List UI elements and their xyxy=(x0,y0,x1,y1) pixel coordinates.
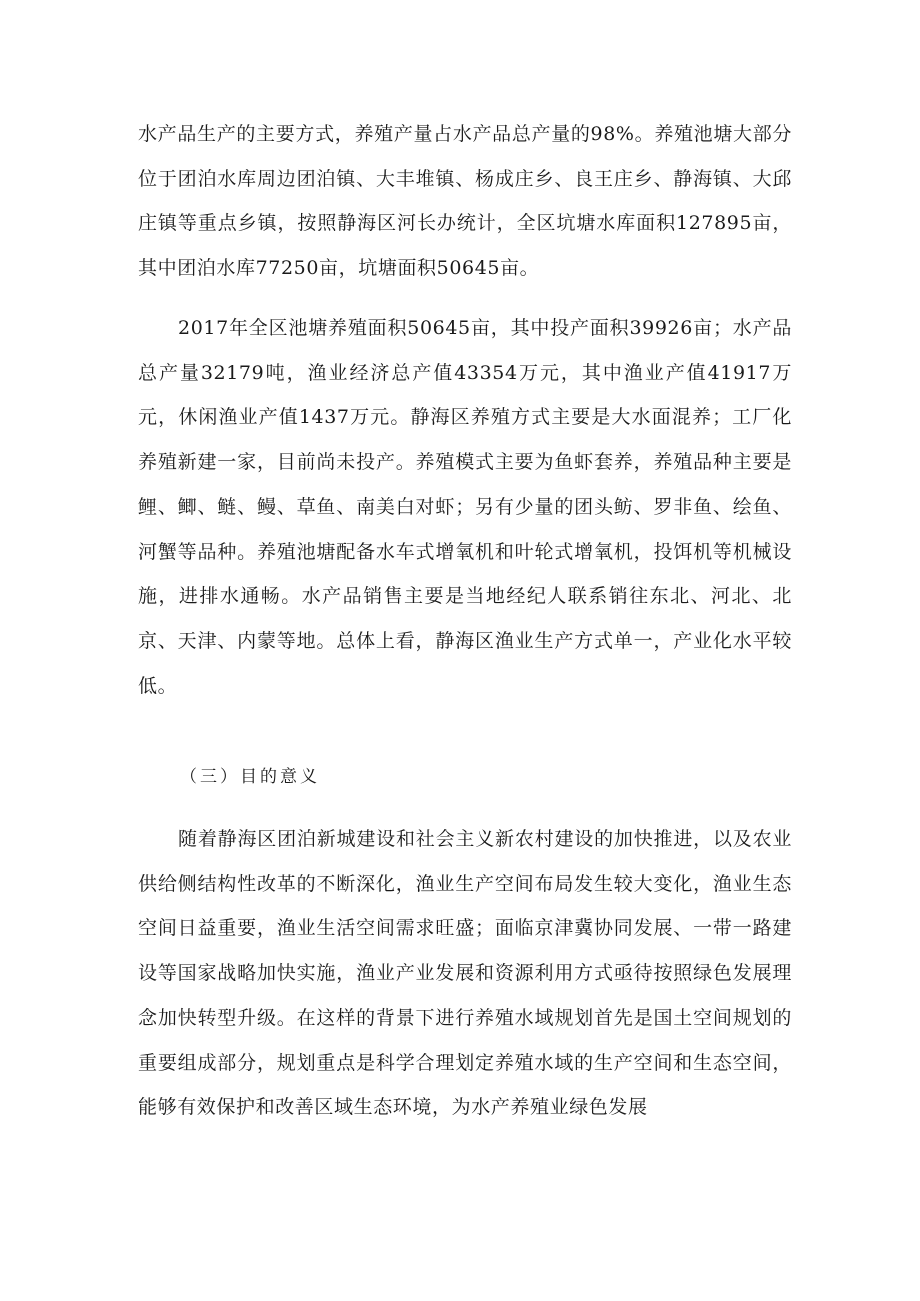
body-paragraph-continued: 水产品生产的主要方式，养殖产量占水产品总产量的98%。养殖池塘大部分位于团泊水库周边团泊镇、大丰堆镇、杨成庄乡、良王庄乡、静海镇、大邱庄镇等重点乡镇，按照静海区河长办统计，全区坑塘水库面积127895亩，其中团泊水库77250亩，坑塘面积50645亩。 xyxy=(138,123,792,280)
body-paragraph-2017-statistics: 2017年全区池塘养殖面积50645亩，其中投产面积39926亩；水产品总产量32179吨，渔业经济总产值43354万元，其中渔业产值41917万元，休闲渔业产值1437万元。静海区养殖方式主要是大水面混养；工厂化养殖新建一家，目前尚未投产。养殖模式主要为鱼虾套养，养殖品种主要是鲤、鲫、鲢、鳗、草鱼、南美白对虾；另有少量的团头鲂、罗非鱼、绘鱼、河蟹等品种。养殖池塘配备水车式增氧机和叶轮式增氧机，投饵机等机械设施，进排水通畅。水产品销售主要是当地经纪人联系销往东北、河北、北京、天津、内蒙等地。总体上看，静海区渔业生产方式单一，产业化水平较低。 xyxy=(138,317,792,697)
section-heading-purpose-significance: （三）目的意义 xyxy=(180,767,320,787)
body-paragraph-purpose: 随着静海区团泊新城建设和社会主义新农村建设的加快推进，以及农业供给侧结构性改革的不断深化，渔业生产空间布局发生较大变化，渔业生态空间日益重要，渔业生活空间需求旺盛；面临京津冀协同发展、一带一路建设等国家战略加快实施，渔业产业发展和资源利用方式亟待按照绿色发展理念加快转型升级。在这样的背景下进行养殖水域规划首先是国土空间规划的重要组成部分，规划重点是科学合理划定养殖水域的生产空间和生态空间，能够有效保护和改善区域生态环境，为水产养殖业绿色发展 xyxy=(138,828,792,1119)
